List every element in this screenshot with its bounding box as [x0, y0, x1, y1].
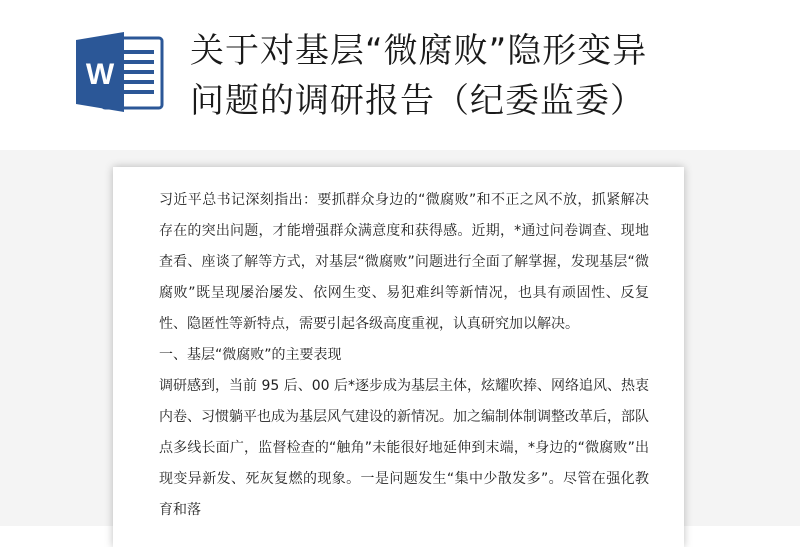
paragraph-findings: 调研感到，当前 95 后、00 后*逐步成为基层主体，炫耀吹捧、网络追风、热衷内卷、习惯躺平也成为基层风气建设的新情况。加之编制体制调整改革后，部队点多线长面广，监督检查的“触角”未能很好地延伸到末端，*身边的“微腐败”出现变异新发、死灰复燃的现象。一是问题发生“集中少散发多”。尽管在强化教育和落	[159, 378, 649, 518]
paragraph-intro: 习近平总书记深刻指出：要抓群众身边的“微腐败”和不正之风不放，抓紧解决存在的突出问题，才能增强群众满意度和获得感。近期，*通过问卷调查、现地查看、座谈了解等方式，对基层“微腐败”问题进行全面了解掌握，发现基层“微腐败”既呈现屡治屡发、依网生变、易犯难纠等新情况，也具有顽固性、反复性、隐匿性等新特点，需要引起各级高度重视，认真研究加以解决。	[159, 192, 649, 332]
word-icon	[72, 30, 164, 114]
document-body	[159, 185, 649, 526]
word-icon-letter: W	[85, 58, 115, 91]
section-heading: 一、基层“微腐败”的主要表现	[159, 347, 342, 363]
title-line-2: 问题的调研报告（纪委监委）	[190, 81, 645, 121]
document-title	[190, 26, 750, 126]
title-line-1: 关于对基层“微腐败”隐形变异	[190, 31, 648, 71]
header	[0, 0, 800, 150]
document-page	[113, 167, 684, 547]
